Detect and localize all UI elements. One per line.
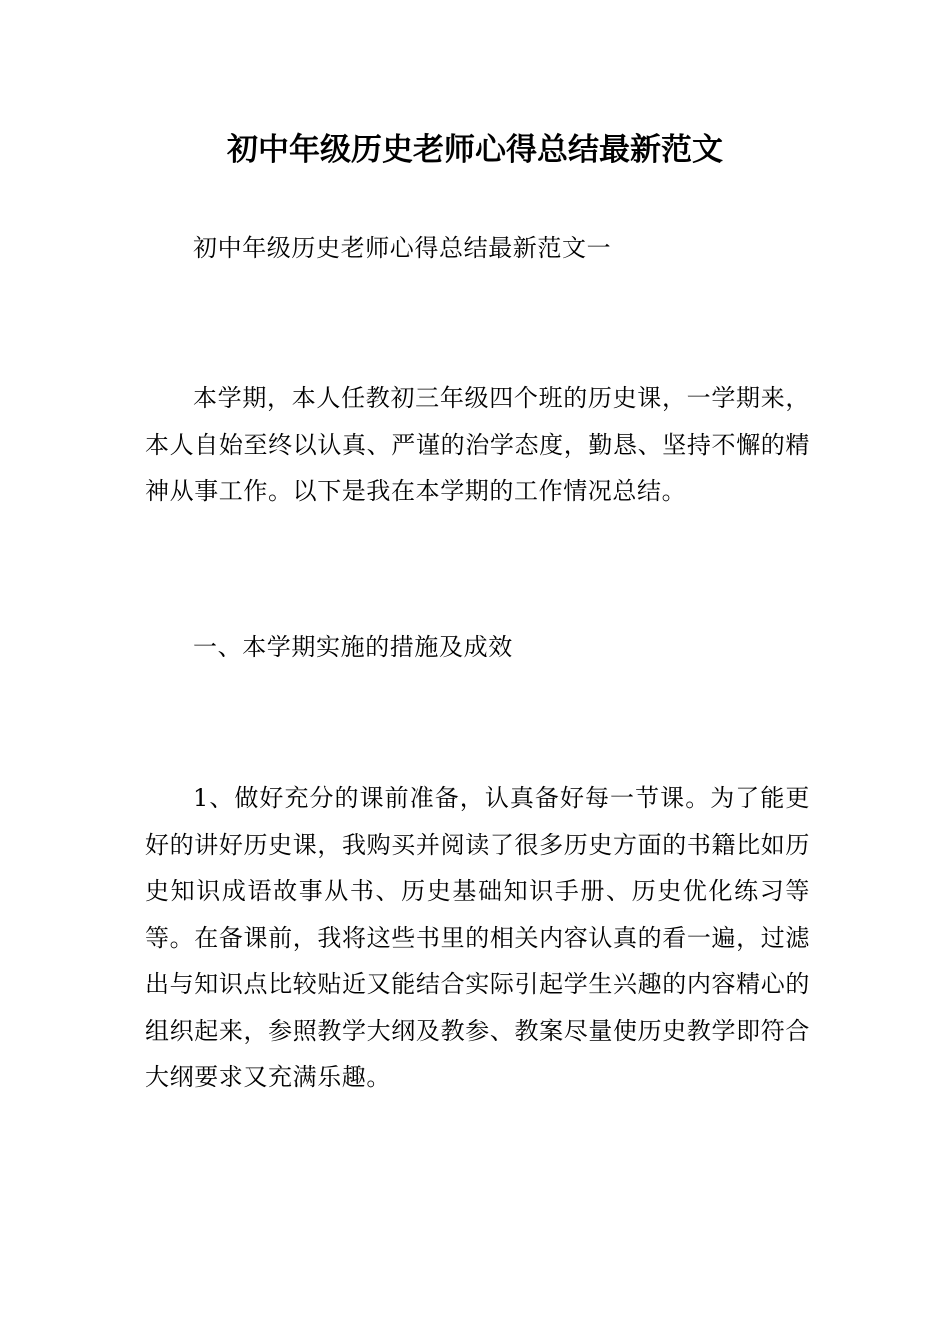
item-1-paragraph: 1、做好充分的课前准备，认真备好每一节课。为了能更好的讲好历史课，我购买并阅读了很多历史方面的书籍比如历史知识成语故事从书、历史基础知识手册、历史优化练习等等。在备课前，我将这些书里的相关内容认真的看一遍，过滤出与知识点比较贴近又能结合实际引起学生兴趣的内容精心的组织起来，参照教学大纲及教参、教案尽量使历史教学即符合大纲要求又充满乐趣。	[145, 784, 810, 1091]
section-heading: 一、本学期实施的措施及成效	[193, 633, 513, 661]
intro-paragraph: 本学期，本人任教初三年级四个班的历史课，一学期来，本人自始至终以认真、严谨的治学态度，勤恳、坚持不懈的精神从事工作。以下是我在本学期的工作情况总结。	[145, 384, 810, 505]
document-subtitle: 初中年级历史老师心得总结最新范文一	[193, 234, 612, 262]
document-title: 初中年级历史老师心得总结最新范文	[227, 132, 723, 168]
